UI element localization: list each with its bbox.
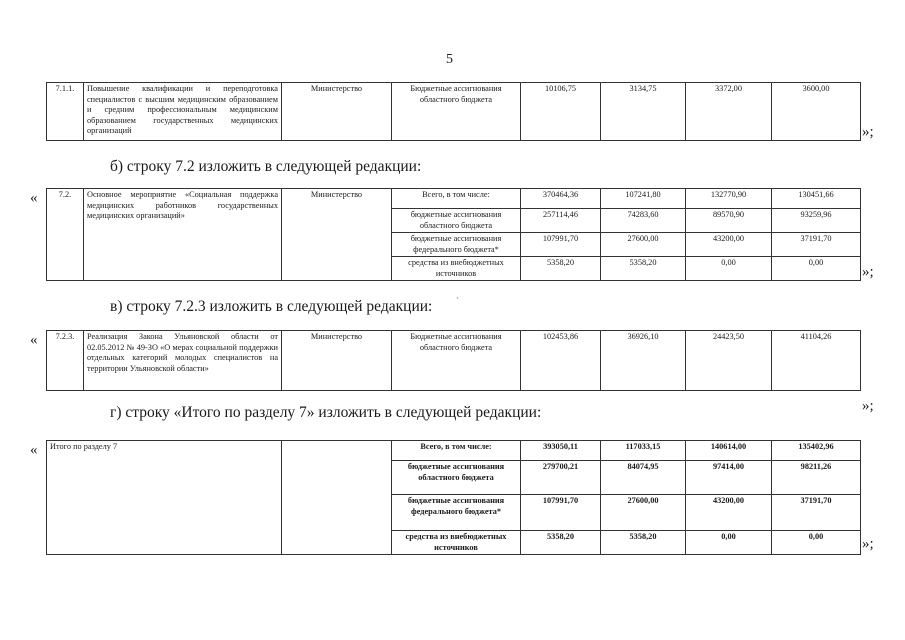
value-total: 257114,46 <box>521 209 601 233</box>
funding-source: бюджетные ассигнования федерального бюджета* <box>392 495 521 531</box>
value-year-1: 3134,75 <box>601 83 686 141</box>
value-year-2: 3372,00 <box>686 83 772 141</box>
value-year-1: 5358,20 <box>601 257 686 281</box>
row-number: 7.2.3. <box>47 331 84 391</box>
row-number: 7.1.1. <box>47 83 84 141</box>
row-executor: Министерство <box>282 189 392 281</box>
value-total: 279700,21 <box>521 461 601 495</box>
funding-source: бюджетные ассигнования федерального бюджета* <box>392 233 521 257</box>
row-executor: Министерство <box>282 83 392 141</box>
value-year-3: 98211,26 <box>772 461 861 495</box>
value-year-3: 41104,26 <box>772 331 861 391</box>
value-year-1: 107241,80 <box>601 189 686 209</box>
opening-quote: « <box>30 442 38 458</box>
value-total: 102453,86 <box>521 331 601 391</box>
page-number: 5 <box>446 52 453 67</box>
value-year-3: 3600,00 <box>772 83 861 141</box>
table-row-7-2-3 <box>46 330 861 391</box>
row-name: Реализация Закона Ульяновской области от 02.05.2012 № 49-ЗО «О мерах социальной поддержки отдельных категорий молодых специалистов на территории Ульяновской области» <box>84 331 282 391</box>
value-year-3: 93259,96 <box>772 209 861 233</box>
row-name: Основное мероприятие «Социальная поддержка медицинских работников государственных медицинских организаций» <box>84 189 282 281</box>
funding-source: Бюджетные ассигнования областного бюджета <box>392 331 521 391</box>
value-year-3: 37191,70 <box>772 233 861 257</box>
row-name: Повышение квалификации и переподготовка специалистов с высшим медицинским образованием и средним профессиональным медицинским образованием государственных медицинских организаций <box>84 83 282 141</box>
value-year-2: 140614,00 <box>686 441 772 461</box>
value-year-1: 117033,15 <box>601 441 686 461</box>
section-heading-b: б) строку 7.2 изложить в следующей редакции: <box>110 158 422 175</box>
row-number: 7.2. <box>47 189 84 281</box>
value-year-3: 130451,66 <box>772 189 861 209</box>
funding-source: Всего, в том числе: <box>392 441 521 461</box>
value-year-2: 24423,50 <box>686 331 772 391</box>
value-year-1: 27600,00 <box>601 233 686 257</box>
funding-source: средства из внебюджетных источников <box>392 531 521 555</box>
value-year-2: 43200,00 <box>686 495 772 531</box>
value-year-1: 36926,10 <box>601 331 686 391</box>
funding-source: бюджетные ассигнования областного бюджета <box>392 461 521 495</box>
value-year-2: 89570,90 <box>686 209 772 233</box>
funding-source: средства из внебюджетных источников <box>392 257 521 281</box>
value-total: 107991,70 <box>521 233 601 257</box>
value-year-3: 135402,96 <box>772 441 861 461</box>
value-total: 5358,20 <box>521 257 601 281</box>
value-year-1: 5358,20 <box>601 531 686 555</box>
row-name: Итого по разделу 7 <box>47 441 282 555</box>
value-total: 370464,36 <box>521 189 601 209</box>
value-year-1: 84074,95 <box>601 461 686 495</box>
value-year-2: 0,00 <box>686 531 772 555</box>
table-row-7-2 <box>46 188 861 281</box>
table-row-total <box>46 440 861 555</box>
value-total: 393050,11 <box>521 441 601 461</box>
value-total: 5358,20 <box>521 531 601 555</box>
value-year-2: 132770,90 <box>686 189 772 209</box>
row-executor: Министерство <box>282 331 392 391</box>
funding-source: бюджетные ассигнования областного бюджета <box>392 209 521 233</box>
value-year-2: 43200,00 <box>686 233 772 257</box>
funding-source: Всего, в том числе: <box>392 189 521 209</box>
closing-quote: »; <box>862 124 874 140</box>
value-year-1: 27600,00 <box>601 495 686 531</box>
table-row-7-1-1 <box>46 82 861 141</box>
closing-quote: »; <box>862 536 874 552</box>
section-heading-g: г) строку «Итого по разделу 7» изложить в следующей редакции: <box>110 404 542 421</box>
funding-source: Бюджетные ассигнования областного бюджета <box>392 83 521 141</box>
value-year-3: 0,00 <box>772 531 861 555</box>
opening-quote: « <box>30 332 38 348</box>
value-year-2: 0,00 <box>686 257 772 281</box>
closing-quote: »; <box>862 398 874 414</box>
opening-quote: « <box>30 190 38 206</box>
section-heading-v: в) строку 7.2.3 изложить в следующей редакции: <box>110 298 433 315</box>
value-year-2: 97414,00 <box>686 461 772 495</box>
value-total: 107991,70 <box>521 495 601 531</box>
value-year-1: 74283,60 <box>601 209 686 233</box>
closing-quote: »; <box>862 264 874 280</box>
value-year-3: 0,00 <box>772 257 861 281</box>
row-executor <box>282 441 392 555</box>
value-year-3: 37191,70 <box>772 495 861 531</box>
value-total: 10106,75 <box>521 83 601 141</box>
